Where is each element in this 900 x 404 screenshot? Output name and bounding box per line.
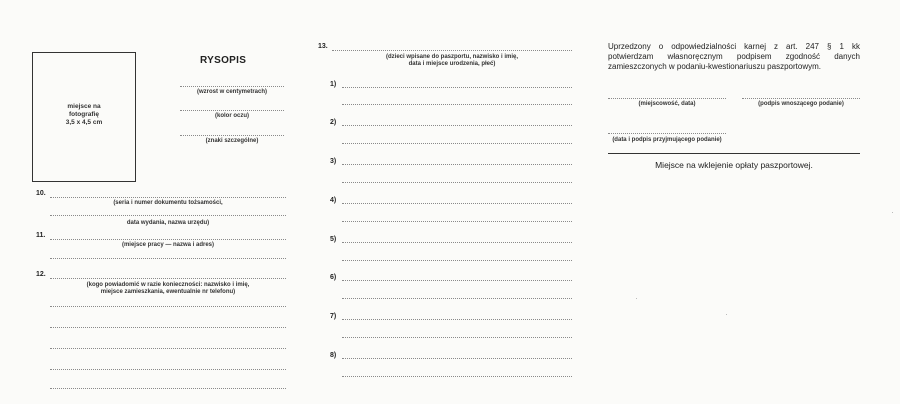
emergency-contact-line[interactable]: [50, 369, 286, 370]
section-12-number: 12.: [36, 271, 46, 278]
child-entry-number: 6): [330, 274, 337, 281]
workplace-label: (miejsce pracy — nazwa i adres): [121, 242, 215, 248]
children-label-1: (dzieci wpisane do paszportu, nazwisko i imię,: [385, 54, 519, 60]
emergency-contact-line[interactable]: [50, 327, 286, 328]
child-entry-field-line2[interactable]: [342, 260, 572, 261]
child-entry-field[interactable]: [342, 164, 572, 165]
eye-color-label: (kolor oczu): [215, 113, 249, 119]
emergency-contact-label-2: miejsce zamieszkania, ewentualnie nr telefonu): [100, 289, 236, 295]
child-entry-field[interactable]: [342, 203, 572, 204]
photo-placeholder-box: [32, 52, 136, 182]
eye-color-field[interactable]: [180, 110, 284, 111]
applicant-signature-field[interactable]: [742, 98, 860, 99]
section-13-number: 13.: [318, 43, 328, 50]
workplace-field-line2[interactable]: [50, 258, 286, 259]
child-entry-field-line2[interactable]: [342, 298, 572, 299]
section-10-number: 10.: [36, 190, 46, 197]
issue-date-label: data wydania, nazwa urzędu): [126, 220, 210, 226]
child-entry-number: 7): [330, 313, 337, 320]
child-entry-field[interactable]: [342, 242, 572, 243]
child-entry-field-line2[interactable]: [342, 376, 572, 377]
distinguishing-marks-label: (znaki szczególne): [205, 138, 259, 144]
child-entry-field-line2[interactable]: [342, 104, 572, 105]
section-11-number: 11.: [36, 232, 46, 239]
children-label-2: data i miejsce urodzenia, płeć): [408, 61, 496, 67]
child-entry-field-line2[interactable]: [342, 143, 572, 144]
declaration-line-3: zamieszczonych w podaniu-kwestionariuszu paszportowym.: [608, 62, 821, 71]
place-date-label: (miejscowość, data): [638, 101, 696, 107]
rysopis-title: RYSOPIS: [200, 55, 247, 66]
child-entry-number: 1): [330, 81, 337, 88]
child-entry-field[interactable]: [342, 87, 572, 88]
child-entry-field[interactable]: [342, 280, 572, 281]
child-entry-field-line2[interactable]: [342, 182, 572, 183]
declaration-line-1: Uprzedzony o odpowiedzialności karnej z art. 247 § 1 kk: [608, 42, 860, 51]
place-date-field[interactable]: [608, 98, 726, 99]
scan-speck: [726, 314, 727, 315]
child-entry-number: 5): [330, 236, 337, 243]
declaration-line-2: potwierdzam własnoręcznym podpisem zgodność danych: [608, 52, 860, 61]
emergency-contact-line[interactable]: [50, 348, 286, 349]
child-entry-number: 2): [330, 119, 337, 126]
height-field[interactable]: [180, 86, 284, 87]
receiver-signature-field[interactable]: [608, 133, 726, 134]
receiver-signature-label: (data i podpis przyjmującego podanie): [612, 137, 722, 143]
child-entry-field-line2[interactable]: [342, 337, 572, 338]
declaration-text: [608, 42, 860, 72]
scan-speck: [892, 212, 893, 213]
child-entry-number: 8): [330, 352, 337, 359]
height-label: (wzrost w centymetrach): [196, 89, 268, 95]
child-entry-field[interactable]: [342, 358, 572, 359]
child-entry-field[interactable]: [342, 125, 572, 126]
scan-speck: [636, 298, 637, 299]
emergency-contact-label-1: (kogo powiadomić w razie konieczności: nazwisko i imię,: [86, 282, 250, 288]
distinguishing-marks-field[interactable]: [180, 135, 284, 136]
id-document-label: (seria i numer dokumentu tożsamości,: [113, 200, 223, 206]
emergency-contact-field[interactable]: [50, 278, 286, 279]
applicant-signature-label: (podpis wnoszącego podanie): [758, 101, 844, 107]
photo-caption: miejsce na fotografię 3,5 x 4,5 cm: [65, 103, 103, 126]
fee-stamp-label: Miejsce na wklejenie opłaty paszportowej.: [655, 160, 813, 170]
children-field[interactable]: [332, 50, 572, 51]
child-entry-number: 3): [330, 158, 337, 165]
emergency-contact-line[interactable]: [50, 388, 286, 389]
issue-date-field[interactable]: [50, 215, 286, 216]
child-entry-field-line2[interactable]: [342, 221, 572, 222]
section-divider: [608, 153, 860, 154]
workplace-field[interactable]: [50, 239, 286, 240]
child-entry-number: 4): [330, 197, 337, 204]
child-entry-field[interactable]: [342, 319, 572, 320]
emergency-contact-line[interactable]: [50, 306, 286, 307]
id-document-field[interactable]: [50, 197, 286, 198]
